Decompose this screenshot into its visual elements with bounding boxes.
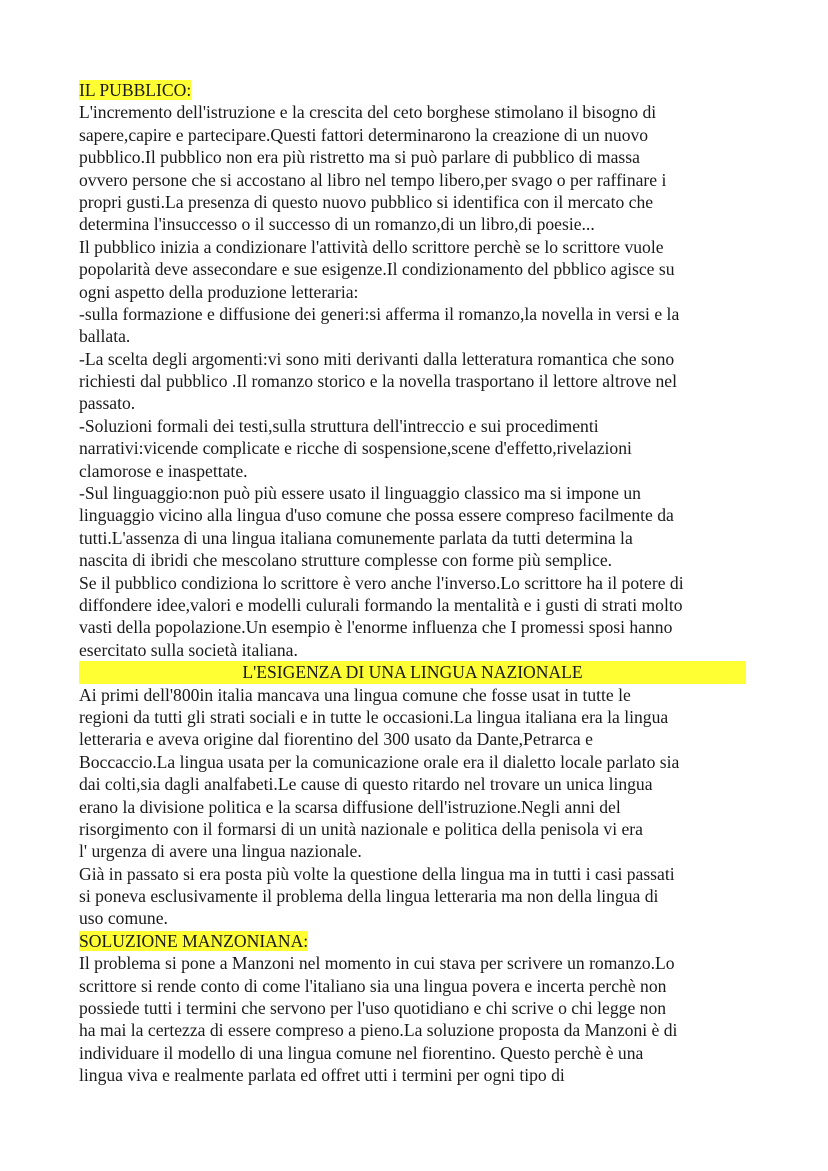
paragraph-line: passato.	[79, 393, 136, 414]
paragraph-line: richiesti dal pubblico .Il romanzo storico e la novella trasportano il lettore altrove nel	[79, 371, 677, 392]
paragraph-line: erano la divisione politica e la scarsa diffusione dell'istruzione.Negli anni del	[79, 796, 621, 817]
paragraph-line: narrativi:vicende complicate e ricche di sospensione,scene d'effetto,rivelazioni	[79, 438, 632, 459]
document-page	[79, 79, 751, 1087]
paragraph-line: -Soluzioni formali dei testi,sulla struttura dell'intreccio e sui procedimenti	[79, 415, 599, 436]
paragraph-line: Boccaccio.La lingua usata per la comunicazione orale era il dialetto locale parlato sia	[79, 751, 680, 772]
paragraph-line: scrittore si rende conto di come l'italiano sia una lingua povera e incerta perchè non	[79, 975, 667, 996]
paragraph-line: -La scelta degli argomenti:vi sono miti derivanti dalla letteratura romantica che sono	[79, 348, 675, 369]
paragraph-line: nascita di ibridi che mescolano strutture complesse con forme più semplice.	[79, 550, 613, 571]
paragraph-line: ogni aspetto della produzione letteraria:	[79, 281, 359, 302]
paragraph-line: pubblico.Il pubblico non era più ristretto ma si può parlare di pubblico di massa	[79, 147, 640, 168]
paragraph-line: ha mai la certezza di essere compreso a pieno.La soluzione proposta da Manzoni è di	[79, 1020, 678, 1041]
paragraph-line: diffondere idee,valori e modelli culurali formando la mentalità e i gusti di strati molto	[79, 594, 683, 615]
paragraph-line: propri gusti.La presenza di questo nuovo pubblico si identifica con il mercato che	[79, 191, 654, 212]
heading-soluzione: SOLUZIONE MANZONIANA:	[79, 930, 309, 951]
paragraph-line: Se il pubblico condiziona lo scrittore è vero anche l'inverso.Lo scrittore ha il potere di	[79, 572, 684, 593]
section-soluzione	[79, 952, 751, 1086]
paragraph-line: L'incremento dell'istruzione e la crescita del ceto borghese stimolano il bisogno di	[79, 102, 657, 123]
paragraph-line: Il problema si pone a Manzoni nel momento in cui stava per scrivere un romanzo.Lo	[79, 953, 675, 974]
paragraph-line: Il pubblico inizia a condizionare l'attività dello scrittore perchè se lo scrittore vuole	[79, 236, 664, 257]
paragraph-line: tutti.L'assenza di una lingua italiana comunemente parlata da tutti determina la	[79, 527, 633, 548]
paragraph-line: individuare il modello di una lingua comune nel fiorentino. Questo perchè è una	[79, 1042, 644, 1063]
paragraph-line: vasti della popolazione.Un esempio è l'enorme influenza che I promessi sposi hanno	[79, 617, 673, 638]
paragraph-line: uso comune.	[79, 908, 168, 929]
paragraph-line: determina l'insuccesso o il successo di un romanzo,di un libro,di poesie...	[79, 214, 595, 235]
paragraph-line: dai colti,sia dagli analfabeti.Le cause di questo ritardo nel trovare un unica lingua	[79, 774, 653, 795]
paragraph-line: linguaggio vicino alla lingua d'uso comune che possa essere compreso facilmente da	[79, 505, 674, 526]
section-pubblico	[79, 101, 751, 661]
paragraph-line: sapere,capire e partecipare.Questi fattori determinarono la creazione di un nuovo	[79, 124, 649, 145]
paragraph-line: Già in passato si era posta più volte la questione della lingua ma in tutti i casi passati	[79, 863, 675, 884]
paragraph-line: possiede tutti i termini che servono per l'uso quotidiano e chi scrive o chi legge non	[79, 998, 667, 1019]
paragraph-line: ballata.	[79, 326, 131, 347]
paragraph-line: l' urgenza di avere una lingua nazionale.	[79, 841, 362, 862]
paragraph-line: risorgimento con il formarsi di un unità nazionale e politica della penisola vi era	[79, 818, 643, 839]
heading-pubblico: IL PUBBLICO:	[79, 80, 192, 100]
paragraph-line: Ai primi dell'800in italia mancava una lingua comune che fosse usat in tutte le	[79, 684, 631, 705]
paragraph-line: ovvero persone che si accostano al libro nel tempo libero,per svago o per raffinare i	[79, 169, 667, 190]
paragraph-line: regioni da tutti gli strati sociali e in tutte le occasioni.La lingua italiana era la lingua	[79, 706, 669, 727]
paragraph-line: si poneva esclusivamente il problema della lingua letteraria ma non della lingua di	[79, 886, 659, 907]
paragraph-line: -Sul linguaggio:non può più essere usato il linguaggio classico ma si impone un	[79, 483, 641, 504]
paragraph-line: lingua viva e realmente parlata ed offret utti i termini per ogni tipo di	[79, 1065, 565, 1086]
heading-esigenza: L'ESIGENZA DI UNA LINGUA NAZIONALE	[79, 661, 746, 683]
paragraph-line: letteraria e aveva origine dal fiorentino del 300 usato da Dante,Petrarca e	[79, 729, 593, 750]
paragraph-line: popolarità deve assecondare e sue esigenze.Il condizionamento del pbblico agisce su	[79, 259, 675, 280]
section-esigenza	[79, 684, 751, 930]
paragraph-line: clamorose e inaspettate.	[79, 460, 248, 481]
paragraph-line: -sulla formazione e diffusione dei generi:si afferma il romanzo,la novella in versi e la	[79, 303, 680, 324]
paragraph-line: esercitato sulla società italiana.	[79, 639, 298, 660]
heading-pubblico-row	[79, 79, 751, 101]
heading-soluzione-row	[79, 930, 751, 952]
